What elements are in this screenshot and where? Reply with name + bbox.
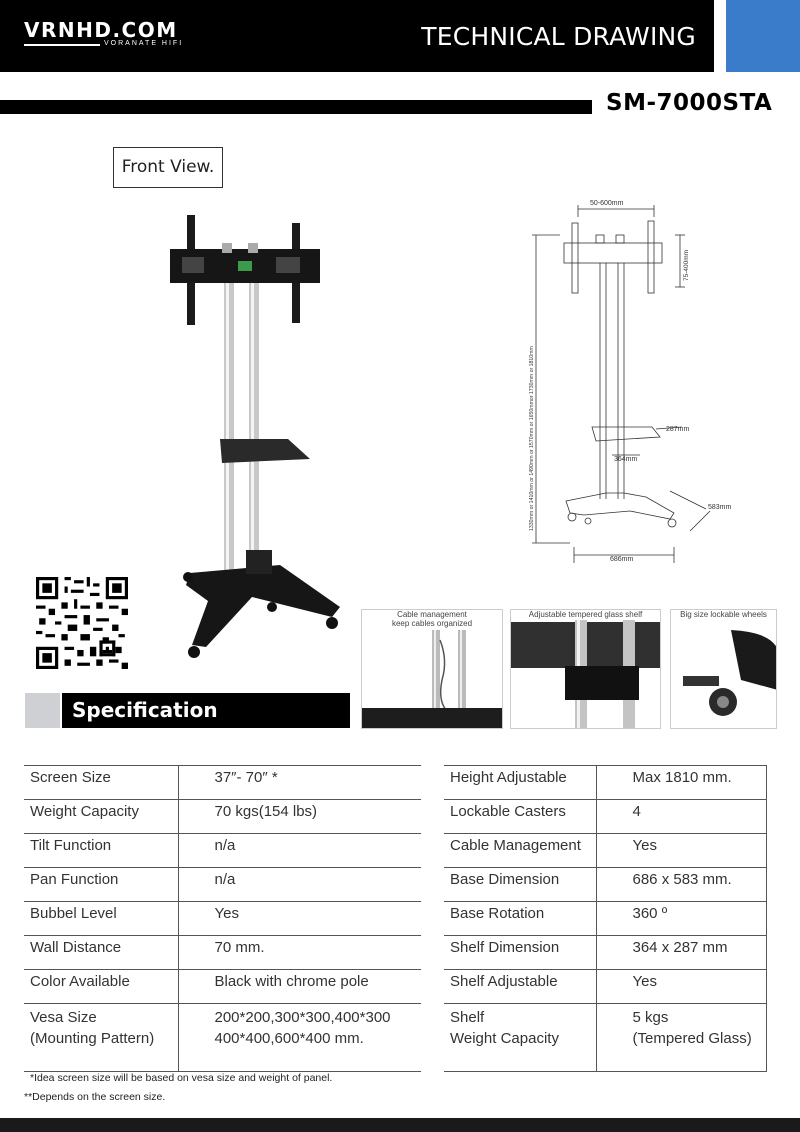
- brand-tagline: VORANATE HIFI: [104, 40, 184, 47]
- footnote-screen-size: *Idea screen size will be based on vesa size and weight of panel.: [30, 1072, 333, 1084]
- spec-value: 70 kgs(154 lbs): [178, 800, 421, 834]
- table-row: [24, 834, 421, 868]
- spec-label: Bubbel Level: [24, 902, 178, 936]
- spec-label: Pan Function: [24, 868, 178, 902]
- brand-logo: VRNHD.COM: [24, 18, 178, 42]
- shelf-photo: [511, 610, 661, 729]
- footer-bar: [0, 1118, 800, 1132]
- spec-value-line: 200*200,300*300,400*300: [214, 1009, 391, 1026]
- feature-cable-management: [361, 609, 503, 729]
- table-row: [444, 936, 767, 970]
- spec-label: Cable Management: [444, 834, 596, 868]
- dim-height-text: 1330mm or 1410mm or 1490mm or 1570mm or 1650mmor 1730mm or 1810mm: [529, 346, 535, 531]
- spec-label: Tilt Function: [24, 834, 178, 868]
- spec-label-line: Shelf: [450, 1009, 485, 1026]
- feature-caption: [362, 610, 502, 628]
- spec-value: 70 mm.: [178, 936, 421, 970]
- table-row: [24, 1004, 421, 1072]
- spec-table-left: [24, 765, 421, 1072]
- spec-value: Max 1810 mm.: [596, 766, 767, 800]
- table-row: [444, 1004, 767, 1072]
- spec-label-line: (Mounting Pattern): [30, 1030, 155, 1047]
- table-row: [444, 970, 767, 1004]
- spec-label: [444, 1004, 596, 1072]
- table-row: [444, 834, 767, 868]
- spec-label: [24, 1004, 178, 1072]
- front-view-label: Front View.: [113, 147, 223, 188]
- feature-caption-line: Adjustable tempered glass shelf: [528, 610, 643, 619]
- table-row: [444, 766, 767, 800]
- spec-label: Lockable Casters: [444, 800, 596, 834]
- feature-caption: [671, 610, 776, 619]
- spec-value: [178, 1004, 421, 1072]
- table-row: [444, 800, 767, 834]
- table-row: [24, 800, 421, 834]
- dim-shelf-depth-text: 287mm: [666, 426, 690, 433]
- brand-underline: [24, 44, 100, 46]
- spec-label: Base Rotation: [444, 902, 596, 936]
- product-photo: [160, 205, 350, 665]
- dim-base-depth-text: 583mm: [708, 504, 732, 511]
- table-row: [444, 902, 767, 936]
- spec-value: 4: [596, 800, 767, 834]
- model-rule: [0, 100, 592, 114]
- spec-value: Yes: [596, 834, 767, 868]
- spec-label: Base Dimension: [444, 868, 596, 902]
- spec-value: 686 x 583 mm.: [596, 868, 767, 902]
- feature-caption-line: keep cables organized: [391, 619, 473, 628]
- qr-code: [36, 577, 128, 669]
- spec-value: Yes: [178, 902, 421, 936]
- table-row: [24, 970, 421, 1004]
- wheel-photo: [671, 610, 777, 729]
- spec-value: Yes: [596, 970, 767, 1004]
- dim-base-width-text: 686mm: [610, 556, 634, 563]
- technical-drawing: [520, 195, 750, 575]
- model-number: SM-7000STA: [606, 90, 773, 116]
- accent-block: [726, 0, 800, 72]
- feature-wheels: [670, 609, 777, 729]
- dim-right-text: 75-400mm: [683, 249, 690, 281]
- spec-table-right: [444, 765, 767, 1072]
- spec-label: Wall Distance: [24, 936, 178, 970]
- spec-value: Black with chrome pole: [178, 970, 421, 1004]
- spec-label-line: Vesa Size: [30, 1009, 97, 1026]
- table-row: [24, 936, 421, 970]
- spec-label: Height Adjustable: [444, 766, 596, 800]
- table-row: [24, 868, 421, 902]
- spec-label-line: Weight Capacity: [450, 1030, 559, 1047]
- spec-label: Shelf Dimension: [444, 936, 596, 970]
- dim-shelf-width-text: 364mm: [614, 456, 638, 463]
- table-row: [444, 868, 767, 902]
- spec-heading: Specification: [62, 693, 350, 728]
- spec-value: 364 x 287 mm: [596, 936, 767, 970]
- header-bar: [0, 0, 714, 72]
- spec-value: 37″- 70″ *: [178, 766, 421, 800]
- spec-value: n/a: [178, 834, 421, 868]
- spec-value-line: 400*400,600*400 mm.: [214, 1030, 364, 1047]
- spec-label: Shelf Adjustable: [444, 970, 596, 1004]
- feature-caption-line: Cable management: [397, 610, 467, 619]
- footnote-screen-dependency: **Depends on the screen size.: [24, 1091, 166, 1103]
- spec-label: Color Available: [24, 970, 178, 1004]
- feature-caption-line: Big size lockable wheels: [680, 610, 767, 619]
- spec-label: Weight Capacity: [24, 800, 178, 834]
- spec-label: Screen Size: [24, 766, 178, 800]
- spec-value: [596, 1004, 767, 1072]
- feature-caption: [511, 610, 660, 619]
- table-row: [24, 902, 421, 936]
- feature-glass-shelf: [510, 609, 661, 729]
- dim-top-text: 50-600mm: [590, 200, 624, 207]
- spec-value: n/a: [178, 868, 421, 902]
- table-row: [24, 766, 421, 800]
- document-title: TECHNICAL DRAWING: [421, 22, 696, 51]
- spec-heading-accent: [25, 693, 60, 728]
- spec-value-line: 5 kgs: [632, 1009, 669, 1026]
- spec-value-line: (Tempered Glass): [632, 1030, 752, 1047]
- spec-value: 360 º: [596, 902, 767, 936]
